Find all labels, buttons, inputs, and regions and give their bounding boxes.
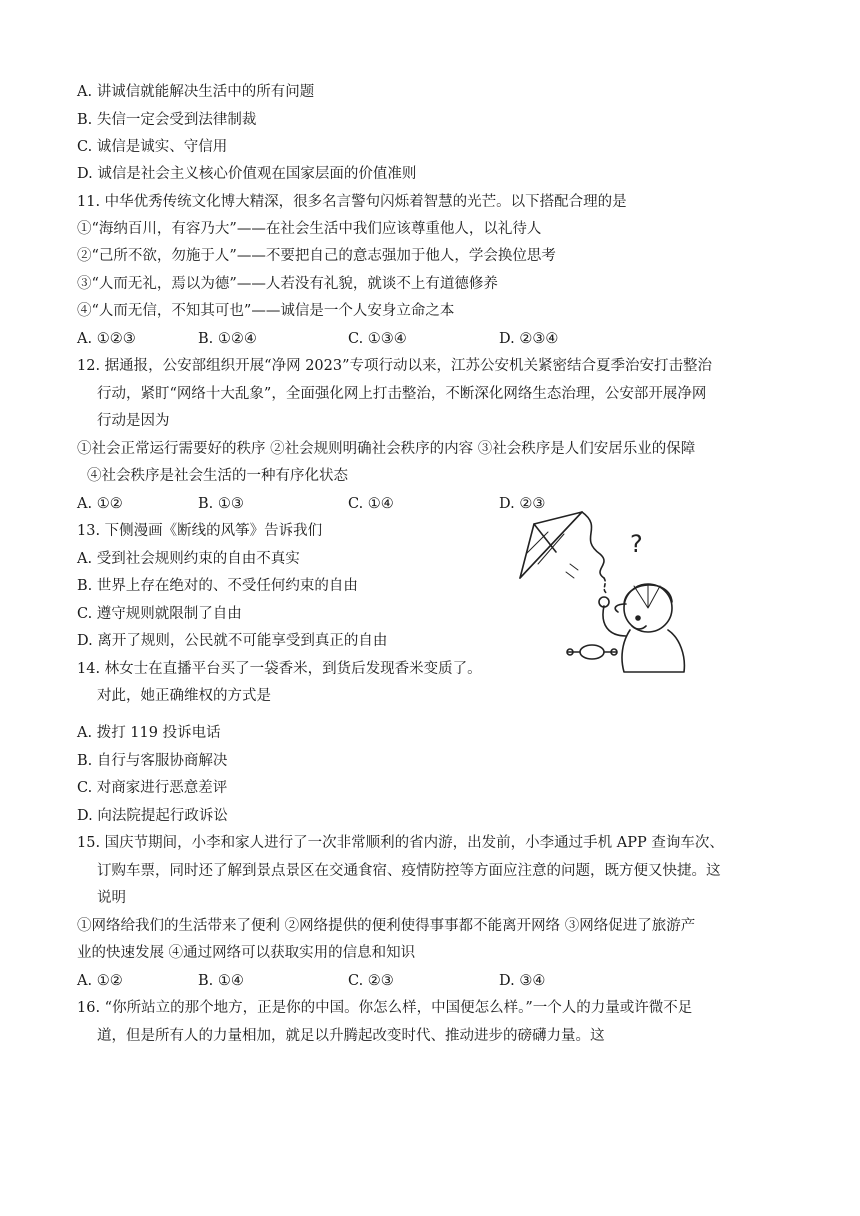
q14-option-b: B. 自行与客服协商解决 bbox=[77, 753, 228, 769]
boy-eye bbox=[636, 616, 640, 620]
q16-stem-line-1: 16. “你所站立的那个地方，正是你的中国。你怎么样，中国便怎么样。”一个人的力量或许微不足 bbox=[77, 1000, 693, 1016]
q15-options bbox=[77, 971, 777, 991]
q11-item-3: ③“人而无礼，焉以为德”——人若没有礼貌，就谈不上有道德修养 bbox=[77, 276, 498, 292]
q11-item-1: ①“海纳百川，有容乃大”——在社会生活中我们应该尊重他人，以礼待人 bbox=[77, 221, 542, 237]
q14-option-c: C. 对商家进行恶意差评 bbox=[77, 780, 228, 796]
q11-option-b: B. ①②④ bbox=[198, 331, 257, 347]
q10-option-d: D. 诚信是社会主义核心价值观在国家层面的价值准则 bbox=[77, 166, 417, 182]
q11-item-4: ④“人而无信，不知其可也”——诚信是一个人安身立命之本 bbox=[77, 303, 455, 319]
q15-stem-line-3: 说明 bbox=[97, 890, 126, 906]
q15-option-c: C. ②③ bbox=[348, 973, 394, 989]
q11-stem: 11. 中华优秀传统文化博大精深，很多名言警句闪烁着智慧的光芒。以下搭配合理的是 bbox=[77, 194, 627, 210]
q12-items-line-1: ①社会正常运行需要好的秩序 ②社会规则明确社会秩序的内容 ③社会秩序是人们安居乐业的保障 bbox=[77, 441, 696, 457]
q11-item-2: ②“己所不欲，勿施于人”——不要把自己的意志强加于他人，学会换位思考 bbox=[77, 248, 556, 264]
q13-option-d: D. 离开了规则，公民就不可能享受到真正的自由 bbox=[77, 633, 388, 649]
kite-tail bbox=[582, 512, 604, 578]
q10-option-a: A. 讲诚信就能解决生活中的所有问题 bbox=[77, 84, 315, 100]
q12-stem-line-1: 12. 据通报，公安部组织开展“净网 2023”专项行动以来，江苏公安机关紧密结合夏季治安打击整治 bbox=[77, 358, 713, 374]
q13-option-c: C. 遵守规则就限制了自由 bbox=[77, 606, 242, 622]
q12-option-d: D. ②③ bbox=[499, 496, 546, 512]
boy-mouth bbox=[632, 626, 646, 629]
q15-option-d: D. ③④ bbox=[499, 973, 546, 989]
q11-option-a: A. ①②③ bbox=[77, 331, 136, 347]
q12-option-b: B. ①③ bbox=[198, 496, 244, 512]
q12-stem-line-3: 行动是因为 bbox=[97, 413, 170, 429]
q12-stem-line-2: 行动，紧盯“网络十大乱象”，全面强化网上打击整治，不断深化网络生态治理，公安部开展净网 bbox=[97, 386, 707, 402]
string-reel bbox=[580, 645, 604, 659]
q14-stem-line-2: 对此，她正确维权的方式是 bbox=[97, 688, 271, 704]
q15-option-a: A. ①② bbox=[77, 973, 123, 989]
q12-option-a: A. ①② bbox=[77, 496, 123, 512]
q15-stem-line-2: 订购车票，同时还了解到景点景区在交通食宿、疫情防控等方面应注意的问题，既方便又快捷。这 bbox=[97, 863, 721, 879]
q11-option-c: C. ①③④ bbox=[348, 331, 407, 347]
comic-broken-kite bbox=[508, 508, 698, 678]
q12-option-c: C. ①④ bbox=[348, 496, 394, 512]
q11-options bbox=[77, 329, 777, 349]
q13-stem: 13. 下侧漫画《断线的风筝》告诉我们 bbox=[77, 523, 323, 539]
q13-option-a: A. 受到社会规则约束的自由不真实 bbox=[77, 551, 300, 567]
q13-option-b: B. 世界上存在绝对的、不受任何约束的自由 bbox=[77, 578, 358, 594]
comic-illustration bbox=[508, 508, 698, 678]
boy-body bbox=[622, 630, 684, 672]
q11-option-d: D. ②③④ bbox=[499, 331, 559, 347]
q15-items-line-1: ①网络给我们的生活带来了便利 ②网络提供的便利使得事事都不能离开网络 ③网络促进了旅游产 bbox=[77, 918, 696, 934]
q15-items-line-2: 业的快速发展 ④通过网络可以获取实用的信息和知识 bbox=[77, 945, 416, 961]
q14-option-d: D. 向法院提起行政诉讼 bbox=[77, 808, 228, 824]
q14-stem-line-1: 14. 林女士在直播平台买了一袋香米，到货后发现香米变质了。 bbox=[77, 661, 482, 677]
q10-option-b: B. 失信一定会受到法律制裁 bbox=[77, 112, 257, 128]
q15-option-b: B. ①④ bbox=[198, 973, 244, 989]
q10-option-c: C. 诚信是诚实、守信用 bbox=[77, 139, 228, 155]
q14-option-a: A. 拨打 119 投诉电话 bbox=[77, 725, 221, 741]
q16-stem-line-2: 道，但是所有人的力量相加，就足以升腾起改变时代、推动进步的磅礴力量。这 bbox=[97, 1028, 605, 1044]
q12-items-line-2: ④社会秩序是社会生活的一种有序化状态 bbox=[87, 468, 348, 484]
boy-arm bbox=[603, 606, 626, 636]
comic-question-mark: ? bbox=[630, 530, 643, 558]
q15-stem-line-1: 15. 国庆节期间，小李和家人进行了一次非常顺利的省内游，出发前，小李通过手机 APP 查询车次、 bbox=[77, 835, 724, 851]
broken-string bbox=[604, 578, 608, 594]
